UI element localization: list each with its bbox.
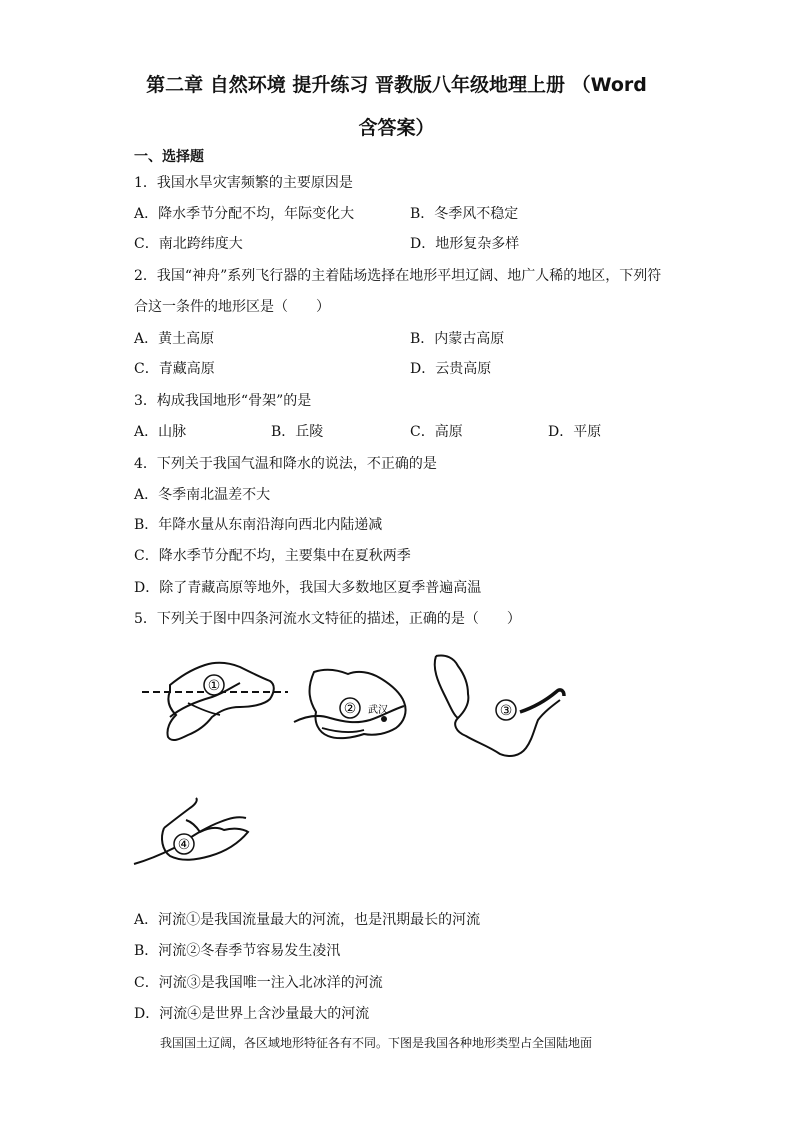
question-1-option-a[interactable]: A．降水季节分配不均，年际变化大 bbox=[134, 206, 355, 222]
question-2-option-b[interactable]: B．内蒙古高原 bbox=[410, 331, 505, 347]
question-5-option-a[interactable]: A．河流①是我国流量最大的河流，也是汛期最长的河流 bbox=[134, 912, 481, 928]
question-5-option-b[interactable]: B．河流②冬春季节容易发生凌汛 bbox=[134, 943, 341, 959]
question-3-option-a[interactable]: A．山脉 bbox=[134, 424, 187, 440]
question-3-option-d[interactable]: D．平原 bbox=[548, 424, 602, 440]
question-3-option-c[interactable]: C．高原 bbox=[410, 424, 463, 440]
question-5-stem: 5．下列关于图中四条河流水文特征的描述，正确的是（ ） bbox=[134, 611, 521, 627]
river-map-2 bbox=[292, 662, 417, 747]
question-4-stem: 4．下列关于我国气温和降水的说法，不正确的是 bbox=[134, 456, 437, 472]
question-3-option-b[interactable]: B．丘陵 bbox=[271, 424, 324, 440]
next-question-intro: 我国国土辽阔，各区域地形特征各有不同。下图是我国各种地形类型占全国陆地面 bbox=[160, 1036, 593, 1050]
river-map-3 bbox=[428, 650, 568, 762]
page-title-continued: 含答案） bbox=[358, 117, 435, 139]
question-1-option-c[interactable]: C．南北跨纬度大 bbox=[134, 236, 243, 252]
question-2-stem-line1: 2．我国“神舟”系列飞行器的主着陆场选择在地形平坦辽阔、地广人稀的地区，下列符 bbox=[134, 268, 662, 284]
river-label-3: ③ bbox=[499, 703, 513, 719]
question-2-option-c[interactable]: C．青藏高原 bbox=[134, 361, 215, 377]
question-2-stem-line2: 合这一条件的地形区是（ ） bbox=[134, 299, 330, 315]
wuhan-city-marker bbox=[381, 716, 387, 722]
question-1-option-d[interactable]: D．地形复杂多样 bbox=[410, 236, 520, 252]
river-label-2: ② bbox=[343, 701, 357, 717]
river-map-4 bbox=[134, 798, 254, 873]
question-1-option-b[interactable]: B．冬季风不稳定 bbox=[410, 206, 519, 222]
question-2-option-a[interactable]: A．黄土高原 bbox=[134, 331, 215, 347]
river-map-1 bbox=[140, 655, 290, 747]
question-4-option-a[interactable]: A．冬季南北温差不大 bbox=[134, 487, 271, 503]
question-4-option-b[interactable]: B．年降水量从东南沿海向西北内陆递减 bbox=[134, 517, 383, 533]
question-2-option-d[interactable]: D．云贵高原 bbox=[410, 361, 492, 377]
section-heading: 一、选择题 bbox=[134, 149, 204, 165]
question-4-option-c[interactable]: C．降水季节分配不均，主要集中在夏秋两季 bbox=[134, 548, 411, 564]
question-1-stem: 1．我国水旱灾害频繁的主要原因是 bbox=[134, 175, 353, 191]
wuhan-city-label: 武汉 bbox=[368, 705, 388, 716]
question-5-option-d[interactable]: D．河流④是世界上含沙量最大的河流 bbox=[134, 1006, 370, 1022]
river-label-4: ④ bbox=[177, 837, 191, 853]
question-3-stem: 3．构成我国地形“骨架”的是 bbox=[134, 393, 312, 409]
river-label-1: ① bbox=[207, 678, 221, 694]
page-title: 第二章 自然环境 提升练习 晋教版八年级地理上册 （Word bbox=[146, 74, 647, 96]
question-4-option-d[interactable]: D．除了青藏高原等地外，我国大多数地区夏季普遍高温 bbox=[134, 580, 482, 596]
question-5-option-c[interactable]: C．河流③是我国唯一注入北冰洋的河流 bbox=[134, 975, 383, 991]
